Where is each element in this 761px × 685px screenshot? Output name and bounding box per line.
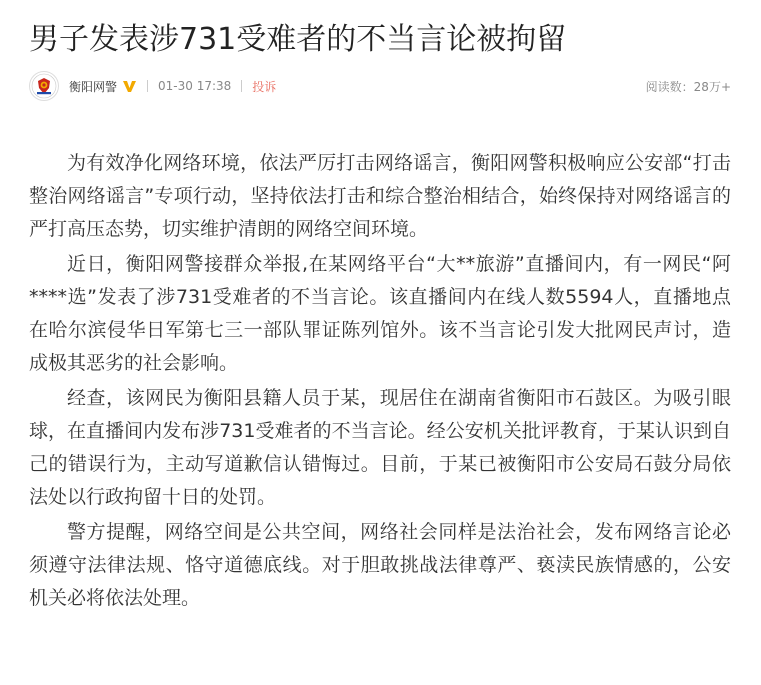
meta-divider xyxy=(147,80,148,92)
paragraph: 为有效净化网络环境，依法严厉打击网络谣言，衡阳网警积极响应公安部“打击整治网络谣言”专项行动，坚持依法打击和综合整治相结合，始终保持对网络谣言的严打高压态势，切实维护清朗的网络空间环境。 xyxy=(29,152,731,240)
author-avatar[interactable] xyxy=(29,71,59,101)
author-name[interactable]: 衡阳网警 xyxy=(69,79,118,94)
article-title: 男子发表涉731受难者的不当言论被拘留 xyxy=(29,22,567,57)
article-body xyxy=(29,147,731,617)
police-badge-icon xyxy=(31,73,57,99)
publish-date: 01-30 17:38 xyxy=(158,79,232,93)
paragraph: 经查，该网民为衡阳县籍人员于某，现居住在湖南省衡阳市石鼓区。为吸引眼球，在直播间内发布涉731受难者的不当言论。经公安机关批评教育，于某认识到自己的错误行为，主动写道歉信认错悔过。目前，于某已被衡阳市公安局石鼓分局依法处以行政拘留十日的处罚。 xyxy=(29,387,731,508)
paragraph: 警方提醒，网络空间是公共空间，网络社会同样是法治社会，发布网络言论必须遵守法律法规、恪守道德底线。对于胆敢挑战法律尊严、亵渎民族情感的，公安机关必将依法处理。 xyxy=(29,521,731,609)
verified-v-icon xyxy=(121,78,137,94)
read-count: 阅读数：28万+ xyxy=(645,79,731,94)
meta-divider xyxy=(241,80,242,92)
article-meta-bar xyxy=(29,68,731,104)
paragraph: 近日，衡阳网警接群众举报,在某网络平台“大**旅游”直播间内，有一网民“阿****选”发表了涉731受难者的不当言论。该直播间内在线人数5594人，直播地点在哈尔滨侵华日军第七三一部队罪证陈列馆外。该不当言论引发大批网民声讨，造成极其恶劣的社会影响。 xyxy=(29,253,731,374)
report-link[interactable]: 投诉 xyxy=(252,79,277,94)
